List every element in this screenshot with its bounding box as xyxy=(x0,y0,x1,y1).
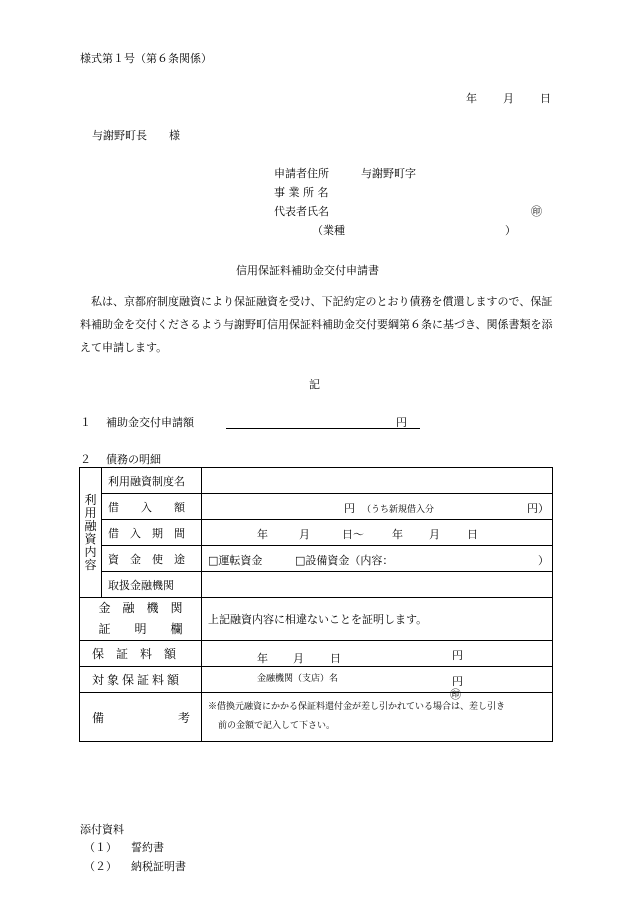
document-title: 信用保証料補助金交付申請書 xyxy=(236,264,379,277)
form-number: 様式第１号（第６条関係） xyxy=(80,52,212,65)
attachment-num: （２） xyxy=(84,860,117,873)
remarks-label: 備 考 xyxy=(80,693,202,742)
row-label: 資 金 使 途 xyxy=(102,546,202,572)
table-row xyxy=(80,667,553,693)
bank-field[interactable] xyxy=(202,572,553,598)
cert-label: 金 融 機 関 証 明 欄 xyxy=(80,598,202,641)
amount-field[interactable] xyxy=(226,414,420,429)
table-row xyxy=(80,468,553,494)
address-label: 申請者住所 xyxy=(274,167,329,180)
industry-close: ） xyxy=(505,224,516,237)
fund-use-field: □運転資金 □設備資金（内容： ） xyxy=(202,546,553,572)
item-1-number: １ xyxy=(80,416,91,429)
table-row xyxy=(80,693,553,742)
table-row xyxy=(80,494,553,520)
ki-heading: 記 xyxy=(309,378,320,391)
loan-system-field[interactable] xyxy=(202,468,553,494)
seal-icon: ㊞ xyxy=(531,205,542,218)
remarks-field[interactable]: ※借換元融資にかかる保証料還付金が差し引かれている場合は、差し引き 前の金額で記入して下さい。 xyxy=(202,693,553,742)
item-1-label: 補助金交付申請額 xyxy=(106,416,194,429)
table-row xyxy=(80,520,553,546)
cert-field[interactable]: 上記融資内容に相違ないことを証明します。 年 月 日 金融機関（支店）名 ㊞ xyxy=(202,598,553,641)
operating-funds-checkbox[interactable]: □運転資金 xyxy=(208,554,263,567)
attachment-num: （１） xyxy=(84,841,117,854)
attachment-text: 誓約書 xyxy=(131,841,164,854)
date-day: 日 xyxy=(540,92,551,105)
office-label: 事 業 所 名 xyxy=(274,186,329,199)
debt-detail-table xyxy=(79,467,553,742)
row-label: 借 入 額 xyxy=(102,494,202,520)
target-fee-field[interactable]: 円 xyxy=(202,667,553,693)
attachments-heading: 添付資料 xyxy=(80,823,124,836)
table-row xyxy=(80,641,553,667)
rep-label: 代表者氏名 xyxy=(274,205,329,218)
equipment-funds-checkbox[interactable]: □設備資金（内容： xyxy=(295,554,394,567)
table-row xyxy=(80,598,553,641)
item-2-label: 債務の明細 xyxy=(106,453,161,466)
item-1-unit: 円 xyxy=(396,416,407,429)
table-row xyxy=(80,546,553,572)
borrow-amount-field[interactable]: 円 （うち新規借入分 円） xyxy=(202,494,553,520)
table-row xyxy=(80,572,553,598)
row-label: 借 入 期 間 xyxy=(102,520,202,546)
date-month: 月 xyxy=(503,92,514,105)
row-label: 利用融資制度名 xyxy=(102,468,202,494)
target-fee-label: 対象保証料額 xyxy=(80,667,202,693)
borrow-period-field[interactable]: 年 月 日～ 年 月 日 xyxy=(202,520,553,546)
fee-label: 保 証 料 額 xyxy=(80,641,202,667)
row-label: 取扱金融機関 xyxy=(102,572,202,598)
addressee: 与謝野町長 様 xyxy=(92,129,180,142)
industry-open: （業種 xyxy=(312,224,345,237)
date-year: 年 xyxy=(466,92,477,105)
fee-field[interactable]: 円 xyxy=(202,641,553,667)
category-vertical-label: 利用融資内容 xyxy=(80,468,102,598)
attachment-text: 納税証明書 xyxy=(131,860,186,873)
address-value: 与謝野町字 xyxy=(361,167,416,180)
item-2-number: ２ xyxy=(80,453,91,466)
body-text: 私は、京都府制度融資により保証融資を受け、下記約定のとおり債務を償還しますので、保証料補助金を交付くださるよう与謝野町信用保証料補助金交付要綱第６条に基づき、関係書類を添えて申請します。 xyxy=(80,295,553,354)
seal-icon: ㊞ xyxy=(450,688,461,701)
